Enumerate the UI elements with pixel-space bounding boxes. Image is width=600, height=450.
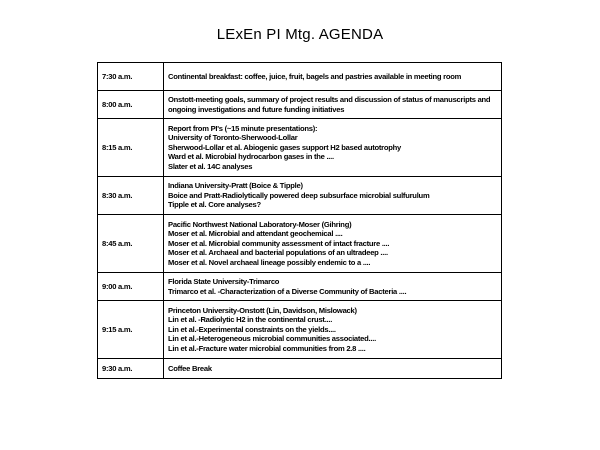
description-cell bbox=[164, 63, 502, 91]
description-line: Boice and Pratt-Radiolytically powered deep subsurface microbial sulfurulum bbox=[168, 190, 430, 200]
description-line: Continental breakfast: coffee, juice, fruit, bagels and pastries available in meeting room bbox=[168, 71, 462, 81]
description-cell bbox=[164, 177, 502, 215]
time-cell: 9:15 a.m. bbox=[98, 301, 164, 359]
description-line: Indiana University-Pratt (Boice & Tipple) bbox=[168, 181, 303, 191]
description-line: Report from PI's (~15 minute presentations): bbox=[168, 123, 318, 133]
description-line: Pacific Northwest National Laboratory-Moser (Gihring) bbox=[168, 219, 352, 229]
description-line: Moser et al. Novel archaeal lineage possibly endemic to a .... bbox=[168, 257, 371, 267]
time-cell: 9:00 a.m. bbox=[98, 273, 164, 301]
time-cell: 8:45 a.m. bbox=[98, 215, 164, 273]
description-line: Lin et al.-Experimental constraints on the yields.... bbox=[168, 324, 336, 334]
description-line: Sherwood-Lollar et al. Abiogenic gases support H2 based autotrophy bbox=[168, 142, 402, 152]
time-cell: 9:30 a.m. bbox=[98, 359, 164, 379]
description-line: Lin et al.-Heterogeneous microbial communities associated.... bbox=[168, 334, 376, 344]
time-cell: 8:15 a.m. bbox=[98, 119, 164, 177]
table-row bbox=[98, 119, 502, 177]
description-line: Coffee Break bbox=[168, 363, 212, 373]
table-row bbox=[98, 63, 502, 91]
description-cell bbox=[164, 359, 502, 379]
table-row bbox=[98, 273, 502, 301]
table-row bbox=[98, 301, 502, 359]
description-cell bbox=[164, 273, 502, 301]
description-cell bbox=[164, 119, 502, 177]
description-line: Lin et al. -Radiolytic H2 in the continental crust.... bbox=[168, 315, 333, 325]
table-row bbox=[98, 177, 502, 215]
description-line: Princeton University-Onstott (Lin, Davidson, Mislowack) bbox=[168, 305, 357, 315]
description-line: Ward et al. Microbial hydrocarbon gases in the .... bbox=[168, 152, 334, 162]
description-line: Moser et al. Microbial and attendant geochemical .... bbox=[168, 229, 343, 239]
description-cell bbox=[164, 215, 502, 273]
agenda-table bbox=[97, 62, 502, 379]
description-line: Moser et al. Archaeal and bacterial populations of an ultradeep .... bbox=[168, 248, 388, 258]
description-line: Lin et al.-Fracture water microbial communities from 2.8 .... bbox=[168, 343, 366, 353]
description-line: University of Toronto-Sherwood-Lollar bbox=[168, 133, 298, 143]
description-cell bbox=[164, 91, 502, 119]
description-line: Slater et al. 14C analyses bbox=[168, 161, 253, 171]
description-line: Florida State University-Trimarco bbox=[168, 277, 280, 287]
description-line: Onstott-meeting goals, summary of project results and discussion of status of manuscripts and ongoing investigations and future funding initiatives bbox=[168, 95, 491, 114]
table-row bbox=[98, 91, 502, 119]
description-line: Trimarco et al. -Characterization of a Diverse Community of Bacteria .... bbox=[168, 286, 407, 296]
table-row bbox=[98, 359, 502, 379]
table-row bbox=[98, 215, 502, 273]
time-cell: 8:00 a.m. bbox=[98, 91, 164, 119]
description-cell bbox=[164, 301, 502, 359]
time-cell: 8:30 a.m. bbox=[98, 177, 164, 215]
time-cell: 7:30 a.m. bbox=[98, 63, 164, 91]
description-line: Moser et al. Microbial community assessment of intact fracture .... bbox=[168, 238, 390, 248]
page-title: LExEn PI Mtg. AGENDA bbox=[216, 26, 384, 43]
description-line: Tipple et al. Core analyses? bbox=[168, 200, 261, 210]
